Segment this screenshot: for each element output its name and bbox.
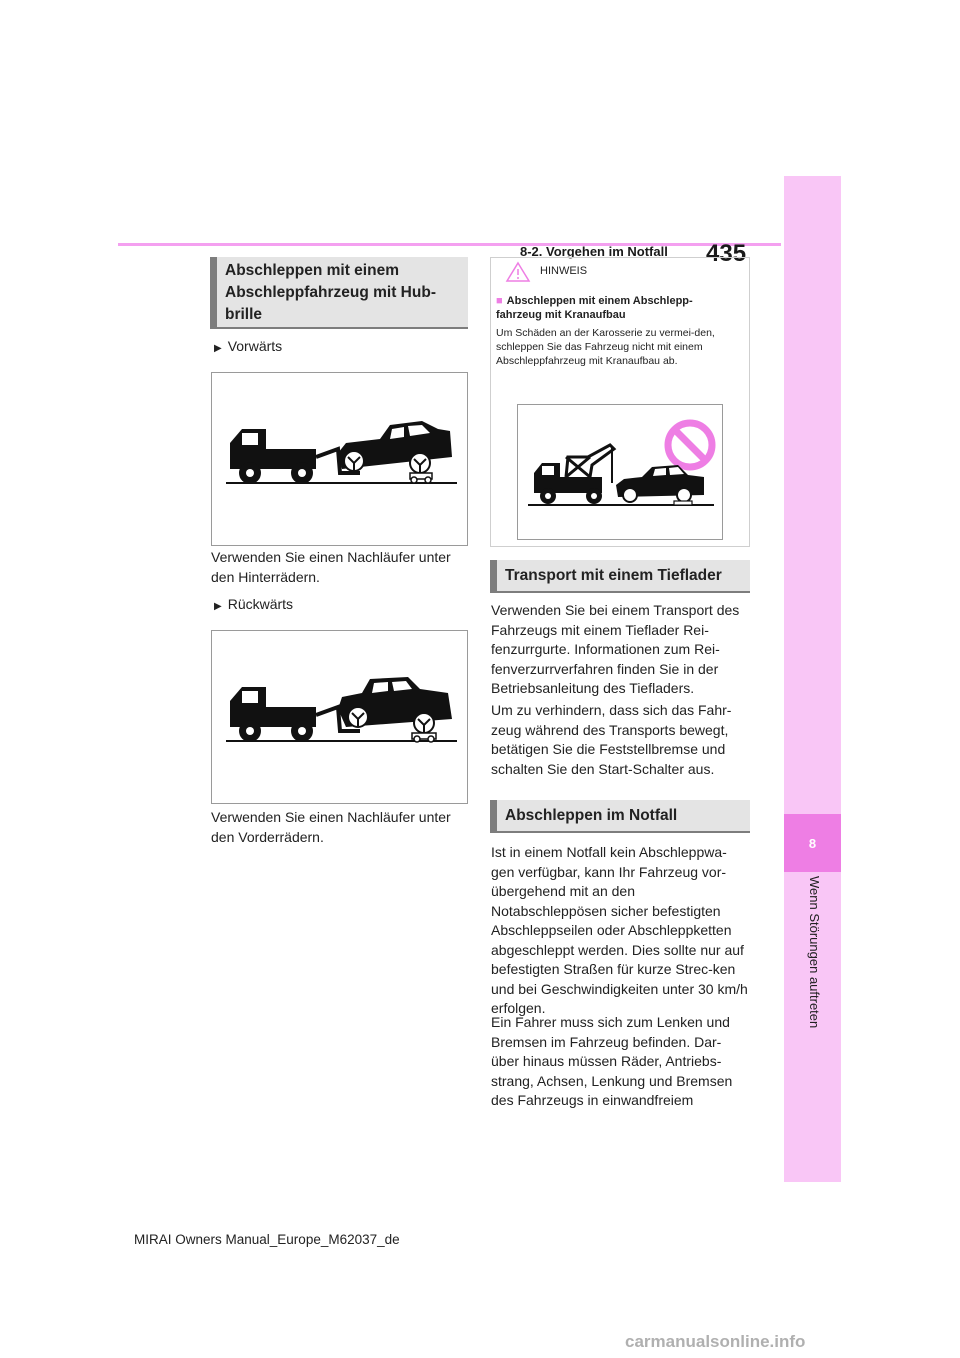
triangle-bullet-icon: ▶ <box>214 343 222 354</box>
emergency-para-2: Ein Fahrer muss sich zum Lenken und Bremsen im Fahrzeug befinden. Dar-über hinaus müssen Räder, Antriebs-strang, Achsen, Lenkung und Bremsen des Fahrzeugs in einwandfreiem <box>491 1014 733 1108</box>
heading-notfall: Abschleppen im Notfall <box>490 800 750 833</box>
figure-tow-forward <box>211 372 468 546</box>
backward-label: Rückwärts <box>227 596 294 612</box>
tow-truck-backward-illustration <box>212 631 467 803</box>
figure-tow-backward <box>211 630 468 804</box>
backward-caption: Verwenden Sie einen Nachläufer unter den Vorderrädern. <box>211 809 451 845</box>
notice-body: Um Schäden an der Karosserie zu vermei-den, schleppen Sie das Fahrzeug nicht mit einem Abschleppfahrzeug mit Kranaufbau ab. <box>496 327 715 367</box>
manual-id: MIRAI Owners Manual_Europe_M62037_de <box>134 1232 400 1247</box>
section-title: 8-2. Vorgehen im Notfall <box>520 244 668 259</box>
bullet-backward <box>214 596 293 612</box>
notice-title: HINWEIS <box>540 265 588 277</box>
transport-para-2: Um zu verhindern, dass sich das Fahr-zeug während des Transports bewegt, betätigen Sie die Feststellbremse und schalten Sie den Start-Schalter aus. <box>491 702 732 777</box>
page-number: 435 <box>706 240 747 267</box>
figure-crane-tow <box>517 404 723 540</box>
header-rule <box>118 243 781 246</box>
tow-truck-forward-illustration <box>212 373 467 545</box>
forward-label: Vorwärts <box>227 338 283 354</box>
chapter-title: Wenn Störungen auftreten <box>807 876 822 1029</box>
notice-subtitle-text: Abschleppen mit einem Abschlepp-fahrzeug mit Kranaufbau <box>496 295 693 321</box>
heading-tieflader: Transport mit einem Tieflader <box>490 560 750 593</box>
triangle-bullet-icon: ▶ <box>214 601 222 612</box>
watermark: carmanualsonline.info <box>625 1332 806 1351</box>
emergency-para-1: Ist in einem Notfall kein Abschleppwa-gen verfügbar, kann Ihr Fahrzeug vor-übergehend mit an den Notabschleppösen sicher befestigten Abschleppseilen oder Abschleppketten abgeschleppt werden. Dies sollte nur auf befestigten Straßen für kurze Strec-ken und bei Geschwindigkeiten unter 30 km/h erfolgen. <box>491 844 748 1016</box>
bullet-forward <box>214 338 282 354</box>
transport-para-1: Verwenden Sie bei einem Transport des Fahrzeugs mit einem Tieflader Rei-fenzurrgurte. Informationen zum Rei-fenverzurrverfahren finden Sie in der Betriebsanleitung des Tiefladers. <box>491 602 740 696</box>
warning-triangle-icon <box>505 261 531 288</box>
chapter-number: 8 <box>784 814 841 872</box>
notice-subtitle <box>496 294 736 322</box>
heading-hubbrille: Abschleppen mit einem Abschleppfahrzeug mit Hub-brille <box>210 257 468 329</box>
forward-caption: Verwenden Sie einen Nachläufer unter den Hinterrädern. <box>211 549 451 585</box>
crane-tow-prohibited-illustration <box>518 405 722 539</box>
square-bullet-icon: ■ <box>496 295 503 307</box>
